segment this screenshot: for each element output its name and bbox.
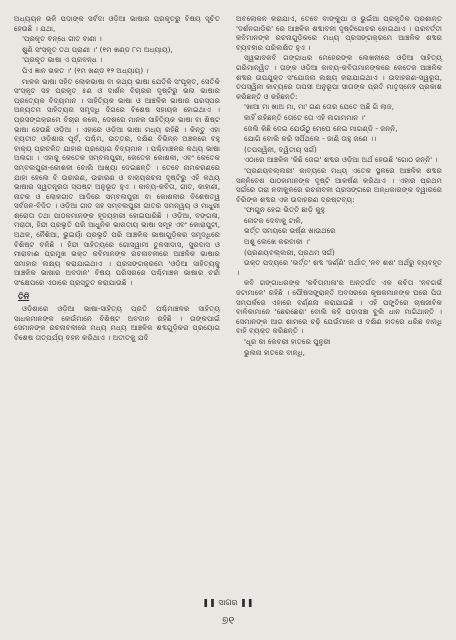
paragraph: ଅବଲୋକନ କରାଯାଏ, ତେବେ ବାଙ୍କୁପା ଓ ଭୁଇଁଆ ପ୍ରକୃତିକ ପ୍ରଶାନ୍ତ 'ଦର୍ଶନଗାଡ଼ିର' ରେ ଆଞ୍ଚଳିକ ଶବ୍ଦାବଳୀ ଦୃଷ୍ଟିଗୋଚର ହୋଇଥାଏ । ପରବର୍ତ୍ତୀ କବିମାନଙ୍କ ରଚନାଗୁଡ଼ିକରେ ମଧ୍ୟ ପ୍ରସଙ୍ଗକ୍ରମେ ଆଞ୍ଚଳିକ ଶବ୍ଦର ବ୍ୟବହାର ପରିଲକ୍ଷିତ ହୁଏ । <box>236 14 442 52</box>
quote-line: ପିଏ ଜ୍ଞାନ ଭକତ ।' (୧ମ ଖଣ୍ଡ ୧୨ ଅଧ୍ୟାୟ) । <box>22 65 149 75</box>
quote-line: ଭୁଲନା ହାତରେ ବାନ୍ଧି, <box>244 347 305 357</box>
quote-line: କାହିଁ ରହିଛନ୍ତି ତୋତେ ତୋ ଏହି ଲଗାମମାନ ।' <box>244 112 366 122</box>
paragraph: ଉକ୍ତ ପଦ୍ୟରେ 'ଭର୍ତ୍ତ' ଶବ୍ଦ 'ଜର୍ଣ୍ଣି' ଅର୍ଥାତ୍ 'ନବ ଶଶ' ଅର୍ଥରୁ ବ୍ୟବହୃତ । <box>236 258 442 277</box>
paragraph: କବି ଗଙ୍ଗାଧରଙ୍କ 'କବିତାମାଳା'ର ଅନ୍ତର୍ଗତ ଏକ କବିତା 'ନବଗର୍ଭ ଜଟାମାଳେ' ରହିଛି । ପୌଷସଙ୍କ୍ରାନ୍ତି ଅବସରରେ କୃଷକମାନଙ୍କ ଘରେ ପିତା ସମ୍ପର୍କରେ ଏହାରେ ବର୍ଣ୍ଣନା କରାଯାଇଛି । ଏହି ପଙ୍କ୍ତିରେ ଚାଷଜୀବିକ ବାଳିକାମାନେ 'ଛେରଛେରା' ବୋଲି କହି ପଡ଼ାସଞ୍ଚା ବୁଲି ଧାନ ମାଗିଥାନ୍ତି । ସେମାନଙ୍କ ଆଗ ଶାମରେ ଚଢ଼ି ଯେଉଁମାନେ ଓ ଦକ୍ଷିଣ ହାତରେ ଧରିଛ ବାନ୍ଧି ବାହି ବ୍ୟକ୍ତ କରିଛନ୍ତି । <box>236 278 442 336</box>
quote-line: 'ପ୍ରକୃତ ଭାଷା ଏ ପ୍ରବନ୍ଧ । <box>22 55 103 65</box>
quote-line: 'ଧୂର କା କେବରୀ ହାତରେ ପୁନୁରୀ <box>244 337 331 346</box>
quote-line: ଶୁଣି ସଂସ୍କୃତ ତଥ ପ୍ରାଣୀ ।' (୧ମ ଖଣ୍ଡ ୮ମ ଅଧ୍ୟାୟ), <box>22 44 173 54</box>
quote-citation: (ତପସ୍ୱିନୀ, ଦ୍ୱିତୀୟ ସର୍ଗ) <box>244 144 317 154</box>
paragraph: 'ପ୍ରଣୟବଲ୍ଲରୀ' କାବ୍ୟରେ ମଧ୍ୟ ଏତେକ ସ୍ଥଳରେ ଆଞ୍ଚଳିକ ଶବ୍ଦର ସନ୍ନିବେଶ ପାଠକମାନଙ୍କ ଦୃଷ୍ଟି ଆକର୍ଷଣ କରିଥାଏ । ଏହାର ପ୍ରଥମ ସର୍ଗରେ ତାରା ନଦୀକୁଳରେ ରଚନାବଳୀ ପ୍ରସଙ୍ଗରେ ଅନ୍ଧକାରଙ୍କ ଦ୍ୱାରରେ ବିରିଙ୍କ ଶବ୍ଦର ଏକ ଉଦାହରଣ ଦ୍ରଷ୍ଟବ୍ୟ: <box>236 165 442 204</box>
paragraph: ଓଡ଼ିଶାରେ ଓଡ଼ିଆ ଭାଷା-ସାହିତ୍ୟ ପ୍ରତି ପଶ୍ଚିମାଞ୍ଚଳର ସାହିତ୍ୟ ସାଧକମାନଙ୍କ କେଉଁମାନେ ବିଶିଷ୍ଟ ଅବଦାନ ରହିଛି । ତାଙ୍କପାଇଁ ସେମାନଙ୍କ ରଚନାବଳୀରେ ମଧ୍ୟ ମଧ୍ୟ ଆଞ୍ଚଳିକ ଶବ୍ଦଗୁଡ଼ିକର ପ୍ରୟୋଗ ବିଶେଷ ତାତ୍ପର୍ଯ୍ୟ ବହନ କରିଥାଏ । ଅତୀତକୁ ଯଦି <box>14 304 220 342</box>
quote-line: ଜେଲି କିଛି ଦେଇ ଯେଉଁଠୁ ମେଘେ ନେଇ ମାଗଣ୍ଡି - ଜନ୍ନି, <box>244 123 398 133</box>
magazine-name: ❚❚ ସାଗର ❚❚ <box>202 598 254 607</box>
quote-citation: (ପ୍ରଣୟବଲ୍ଲରୀ, ପ୍ରଥମ ସର୍ଗ) <box>244 247 335 257</box>
left-column <box>14 14 220 604</box>
paragraph: ମାଳକ ଭାଷା ସହିତ ଲୋକଭାଷା ବା କଥ୍ୟ ଭାଷା ଯେତିକି ସଂପୃକ୍ତ, ସେତିକି ସଂସ୍କୃତ ସହ ପ୍ରକୃତ ୫ଣ ଓ ଦାର୍ଶନ ବିଚାରର ଦୃଷ୍ଟିରୁ ଭଲ ଭାଷାର ପ୍ରତ୍ୟେକ ବିଦ୍ୟମାନ । ସାହିତ୍ୟିକ ଭାଷା ଓ ଆଞ୍ଚଳିକ ଭାଷାର ପରସ୍ପର ଅନ୍ୟତମ ସାହିତ୍ୟର ସମୃଦ୍ଧି ଦିଗରେ ବିଶେଷ ସହାୟକ ହୋଇଥାଏ । ପ୍ରସଙ୍ଗକ୍ରମେ ବିଚାର କଲେ, ଦେଶରେ ମାନକ ସାହିତ୍ୟିକ ଭାଷା ବା ଶିଷ୍ଟ ଭାଷା ହେଉଛି ଓଡ଼ିଆ । ଏହାରେ ଓଡ଼ିଆ ଭାଷା ମଧ୍ୟ ରହିଛି । କିନ୍ତୁ ଏହା ବ୍ୟତୀତ ଓଡ଼ିଶାର ପୂର୍ବ, ପଶ୍ଚିମ, ଉତ୍ତର, ଦକ୍ଷିଣ ବିଭିନ୍ନ ଅଞ୍ଚଳରେ ବହୁ ବାକ୍ୟ ପ୍ରଚଳିତ ଯାହାର ପ୍ରୟୋଗ ବିଦ୍ୟମାନ । ପଶ୍ଚିମାଞ୍ଚଳର କଥ୍ୟ ଭାଷା ଅଲଗା । ଏହାକୁ କେତେକ ସମ୍ବଲପୁରୀ, କେତେକ କୋଶଳୀ, ଏବଂ କେତେକ ସମ୍ବଲପୁରୀ-କୋଶଳୀ ବୋଲି ଆଖ୍ୟା ଦେଇଛନ୍ତି । ତେବେ ନାମକରଣରେ ଯାହା ହେଲେ ବି ଉଚ୍ଚାରଣ, ଉଚ୍ଚାରଣ ଓ ବାକ୍ୟରଚନା ଦୃଷ୍ଟିରୁ ଏହି କଥ୍ୟ ଭାଷାର ସ୍ୱତନ୍ତ୍ରତା ସ୍ପଷ୍ଟ ଅନୁଭୂତ ହୁଏ । କାବ୍ୟ-କବିତା, ଗୀତ, କାହାଣୀ, ନାଟକ ଓ ଲୋକଗୀତ ଆଦିରେ ସମ୍ବଲପୁରୀ ବା କୋଶଳୀର ବିଶେଷତ୍ୱ ସର୍ବଜନ-ବିଦିତ । ଓଡ଼ିଆ ଗୀତ ସହ ସମ୍ବଲପୁରୀ ଗୀତର ସମନ୍ୱୟ ଓ ମାଧୁରୀ ଶ୍ରୋତା ତଥା ପାଠକମାନଙ୍କ ହୃଦୟହାରୀ ହୋଇପାରିଛି । ଓଡ଼ିଆ, ବଙ୍ଗଳା, ମରାଠୀ, ହିନ୍ଦୀ ପ୍ରଭୃତି ପରି ଆଧୁନିକ ଭାରତୀୟ ଭାଷା ସମୂହ ଏବଂ କୋରାପୁଟୀ, ଅଥଳ, ନୈଶିଆ, ଭୁଇୟାଁ ପ୍ରଭୃତି ପରି ଆଞ୍ଚଳିକ ଭାଷାଗୁଡ଼ିକର ସମୃଦ୍ଧିରେ ବିଶିଷ୍ଟ ବଳିଛି । ହିନ୍ଦୀ ସାହିତ୍ୟରେ ଗୋସ୍ୱାମୀ ତୁଳସୀଦାସ, ସୁରଦାସ ଓ ମୀରାବାଈ ପ୍ରମୁଖ ଭକ୍ତ କବିମାନଙ୍କ ରଚନାବଳୀରେ ଆଞ୍ଚଳିକ ଭାଷାର ସମାହାର ଲକ୍ଷ୍ୟ କରାଯାଇଥାଏ । ପ୍ରସଙ୍ଗକ୍ରମେ 'ଓଡ଼ିଆ ସାହିତ୍ୟକୁ ଆଞ୍ଚଳିକ ଭାଷାର ଅବଦାନ' ବିଷୟ ପରିସରରେ ପଶ୍ଚିମାଞ୍ଚଳ ଭାଷାର ଚର୍ଚ୍ଚା ସଂକ୍ଷେପରେ ଏଠାରେ ପ୍ରସ୍ତୁତ କରାଯାଉଛି । <box>14 76 220 288</box>
page-number: ୭୧ <box>221 614 235 627</box>
quote-line: 'ପ୍ରକୃତ ବନ୍ଧେ ଗୀତ ବାଣୀ । <box>22 34 102 44</box>
section-heading: ତିନି <box>18 291 30 301</box>
quote-line: ଭର୍ତ୍ତ ସମୟରେ ଭର୍ଷ୍ଣ ଖାଉଥରେ <box>244 226 336 236</box>
paragraph: ଅଧ୍ୟୟନ ଭଳି ପଦାଙ୍କ ସର୍ବଦା ଓଡ଼ିଆ ଭାଷାର ପ୍ରକୃତରୁ ବିଷୟ ସୂଚିତ ହେଉଛି । ଯଥା, <box>14 14 220 33</box>
quote-line: ନୋଟକ ଦେବାକୁ ଟାକି, <box>244 215 303 225</box>
quote-line: ଯୋଗି ବୋଲି କରି ସର୍ପିଥଲେ - ଜାଣି ତାହୁ ଜଣେ ।। <box>244 134 377 144</box>
right-column <box>236 14 442 604</box>
quote-line: 'ଫାଗୁନ ହେଇ ଭିତ୍ତି ଛାଡ଼ି କୁହୁ <box>244 205 325 215</box>
quote-line: 'ଖାଆ ମା ଖାଅ ମା, ମା' ଗଣ ତୋର ଯେତେ ଅଛି ଗି ଲାଜ, <box>244 102 395 112</box>
paragraph: ସ୍ୱଭାବକବି ଗଙ୍ଗାଧର ମେହେରଙ୍କ ଲେଖନୀରେ ଓଡ଼ିଆ ସାହିତ୍ୟ ଗରିମାନ୍ୱିତ । ତାଙ୍କ ଓଡ଼ିଆ କାବ୍ୟ-କବିତାମାନଙ୍କରେ କେତେକ ଆଞ୍ଚଳିକ ଶବ୍ଦର ଉପଯୁକ୍ତ ସଂଯୋଜନା ଲକ୍ଷ୍ୟ କରାଯାଇଥାଏ । ଉଦାହରଣ-ସ୍ୱରୂପ, ତପସ୍ୱିନୀ କାବ୍ୟରେ ତାପସୀ ଅନୁରୂପା ସୀତାଙ୍କ ପ୍ରତି ମାତୃସ୍ନେହ ପ୍ରକାଶ କରିଛନ୍ତି ଓ କହିଛନ୍ତି: <box>236 53 442 101</box>
quote-line: ଅଶୁ ଲେଖେ କରବାକୀ ।' <box>244 237 311 247</box>
columns <box>14 14 442 604</box>
paragraph: ଏଠାରେ ଆଞ୍ଚଳିକ 'କିଛି ଜେଇ' ଶବ୍ଦର ଓଡ଼ିଆ ଅର୍ଥ ହେଉଛି 'ଗୋଠ ଜନ୍ନି' । <box>244 155 438 165</box>
